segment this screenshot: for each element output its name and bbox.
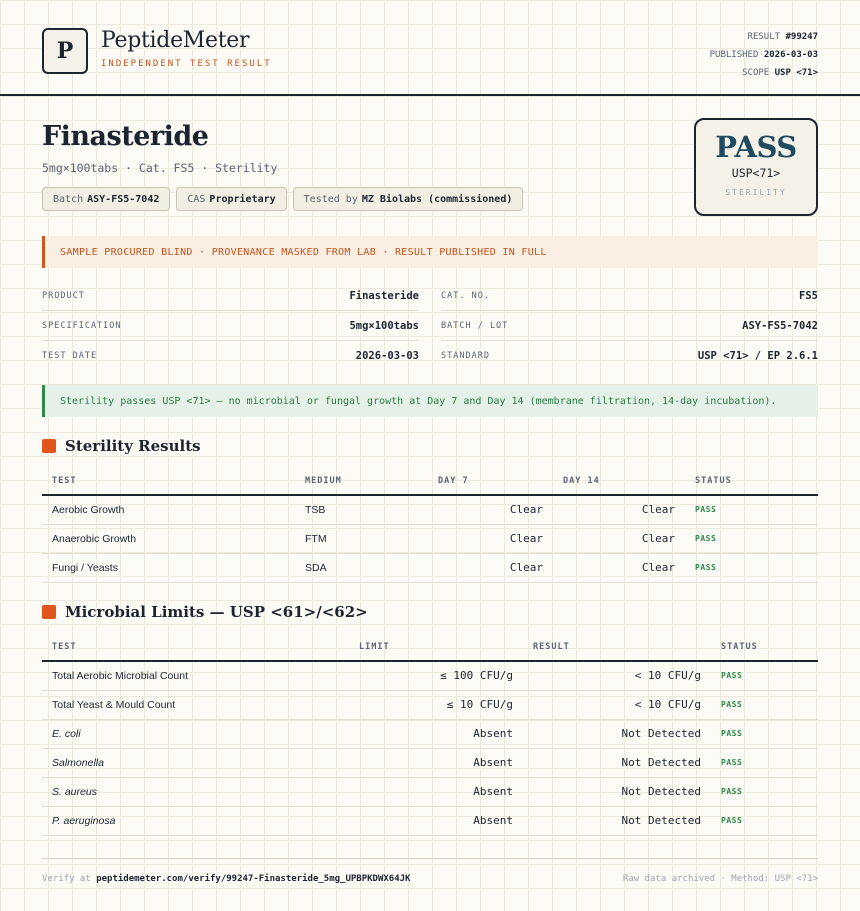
- test-name: Total Yeast & Mould Count: [42, 690, 349, 719]
- chip-label: Tested by: [303, 193, 358, 205]
- info-value: ASY-FS5-7042: [742, 319, 818, 332]
- limit: Absent: [349, 806, 523, 835]
- info-value: FS5: [799, 289, 818, 302]
- limit: Absent: [349, 748, 523, 777]
- test-name: Salmonella: [42, 748, 349, 777]
- table-row: [42, 777, 818, 806]
- result: Not Detected: [523, 719, 711, 748]
- medium: TSB: [295, 495, 428, 524]
- test-name: Fungi / Yeasts: [42, 553, 295, 582]
- info-label: SPECIFICATION: [42, 320, 122, 331]
- info-date: [42, 341, 419, 371]
- verify-label: Verify at: [42, 873, 91, 884]
- chip-label: Batch: [53, 193, 84, 205]
- medium: SDA: [295, 553, 428, 582]
- info-value: Finasteride: [349, 289, 419, 302]
- info-value: 5mg×100tabs: [349, 319, 419, 332]
- test-name: E. coli: [42, 719, 349, 748]
- column-header: RESULT: [523, 633, 711, 661]
- limit: Absent: [349, 777, 523, 806]
- chip-batch: [42, 187, 170, 211]
- table-header-row: [42, 467, 818, 495]
- info-row: [42, 281, 818, 311]
- result: Not Detected: [523, 748, 711, 777]
- result: Not Detected: [523, 806, 711, 835]
- info-value: USP <71> / EP 2.6.1: [697, 350, 818, 362]
- status-badge: PASS: [711, 748, 818, 777]
- info-standard: [441, 341, 818, 371]
- scope-value: USP <71>: [774, 68, 818, 78]
- verify-line: [42, 874, 410, 884]
- day7-result: Clear: [428, 553, 553, 582]
- column-header: DAY 7: [428, 467, 553, 495]
- column-header: LIMIT: [349, 633, 523, 661]
- verdict-word: PASS: [715, 130, 797, 164]
- info-catno: [441, 281, 818, 311]
- chip-cas: [176, 187, 286, 211]
- section-marker-icon: [42, 605, 56, 619]
- verdict-badge: [694, 118, 818, 216]
- section-title-text: Microbial Limits — USP <61>/<62>: [65, 603, 368, 621]
- published-line: [710, 46, 818, 64]
- status-badge: PASS: [711, 806, 818, 835]
- day14-result: Clear: [553, 524, 685, 553]
- test-name: Total Aerobic Microbial Count: [42, 661, 349, 690]
- scope-label: SCOPE: [742, 68, 770, 78]
- table-row: [42, 524, 818, 553]
- chip-label: CAS: [187, 193, 206, 205]
- result-label: RESULT: [747, 32, 781, 42]
- table-row: [42, 553, 818, 582]
- verify-link[interactable]: peptidemeter.com/verify/99247-Finasteride_5mg_UPBPKDWX64JK: [96, 873, 411, 884]
- result: Not Detected: [523, 777, 711, 806]
- chip-value: ASY-FS5-7042: [87, 193, 160, 205]
- sterility-table: [42, 467, 818, 583]
- chip-tested-by: [293, 187, 524, 211]
- day14-result: Clear: [553, 553, 685, 582]
- info-batch: [441, 311, 818, 341]
- table-row: [42, 690, 818, 719]
- product-chips: [42, 187, 523, 211]
- table-row: [42, 495, 818, 524]
- verdict-standard: USP<71>: [731, 166, 781, 180]
- chip-value: MZ Biolabs (commissioned): [361, 193, 513, 205]
- info-product: [42, 281, 419, 311]
- info-label: PRODUCT: [42, 290, 85, 301]
- result: < 10 CFU/g: [523, 661, 711, 690]
- column-header: TEST: [42, 467, 295, 495]
- info-label: STANDARD: [441, 351, 490, 361]
- sterility-section-title: [42, 437, 201, 455]
- chip-value: Proprietary: [209, 193, 276, 205]
- info-label: TEST DATE: [42, 351, 98, 361]
- table-row: [42, 748, 818, 777]
- status-badge: PASS: [685, 495, 818, 524]
- test-name: P. aeruginosa: [42, 806, 349, 835]
- brand-tagline: INDEPENDENT TEST RESULT: [101, 59, 272, 69]
- status-badge: PASS: [685, 553, 818, 582]
- section-marker-icon: [42, 439, 56, 453]
- report-footer: [42, 858, 818, 898]
- column-header: STATUS: [711, 633, 818, 661]
- test-name: S. aureus: [42, 777, 349, 806]
- test-name: Aerobic Growth: [42, 495, 295, 524]
- test-name: Anaerobic Growth: [42, 524, 295, 553]
- info-grid: [42, 281, 818, 371]
- status-badge: PASS: [711, 661, 818, 690]
- status-badge: PASS: [711, 777, 818, 806]
- result-summary-banner: Sterility passes USP <71> — no microbial or fungal growth at Day 7 and Day 14 (membrane filtration, 14-day incubation).: [42, 385, 818, 417]
- microbial-section-title: [42, 603, 368, 621]
- info-row: [42, 341, 818, 371]
- status-badge: PASS: [685, 524, 818, 553]
- result: < 10 CFU/g: [523, 690, 711, 719]
- result-id-line: [710, 28, 818, 46]
- table-row: [42, 806, 818, 835]
- scope-line: [710, 64, 818, 82]
- column-header: STATUS: [685, 467, 818, 495]
- product-title: Finasteride: [42, 121, 209, 152]
- table-header-row: [42, 633, 818, 661]
- info-label: CAT. NO.: [441, 290, 490, 301]
- info-label: BATCH / LOT: [441, 320, 509, 331]
- logo-mark: P: [42, 28, 88, 74]
- column-header: MEDIUM: [295, 467, 428, 495]
- column-header: DAY 14: [553, 467, 685, 495]
- report-header: [0, 0, 860, 96]
- microbial-table: [42, 633, 818, 836]
- report-meta: [710, 28, 818, 82]
- day14-result: Clear: [553, 495, 685, 524]
- day7-result: Clear: [428, 495, 553, 524]
- product-subtitle: 5mg×100tabs · Cat. FS5 · Sterility: [42, 161, 278, 175]
- status-badge: PASS: [711, 690, 818, 719]
- procurement-notice: SAMPLE PROCURED BLIND · PROVENANCE MASKED FROM LAB · RESULT PUBLISHED IN FULL: [42, 236, 818, 268]
- table-row: [42, 661, 818, 690]
- verdict-scope: STERILITY: [725, 188, 787, 197]
- archive-note: Raw data archived · Method: USP <71>: [622, 873, 818, 884]
- published-date: 2026-03-03: [763, 50, 818, 60]
- info-spec: [42, 311, 419, 341]
- medium: FTM: [295, 524, 428, 553]
- published-label: PUBLISHED: [709, 50, 759, 60]
- brand-name: PeptideMeter: [101, 28, 250, 53]
- info-row: [42, 311, 818, 341]
- result-id: #99247: [785, 32, 818, 42]
- section-title-text: Sterility Results: [65, 437, 201, 455]
- table-row: [42, 719, 818, 748]
- limit: Absent: [349, 719, 523, 748]
- status-badge: PASS: [711, 719, 818, 748]
- limit: ≤ 10 CFU/g: [349, 690, 523, 719]
- column-header: TEST: [42, 633, 349, 661]
- info-value: 2026-03-03: [355, 350, 419, 362]
- limit: ≤ 100 CFU/g: [349, 661, 523, 690]
- day7-result: Clear: [428, 524, 553, 553]
